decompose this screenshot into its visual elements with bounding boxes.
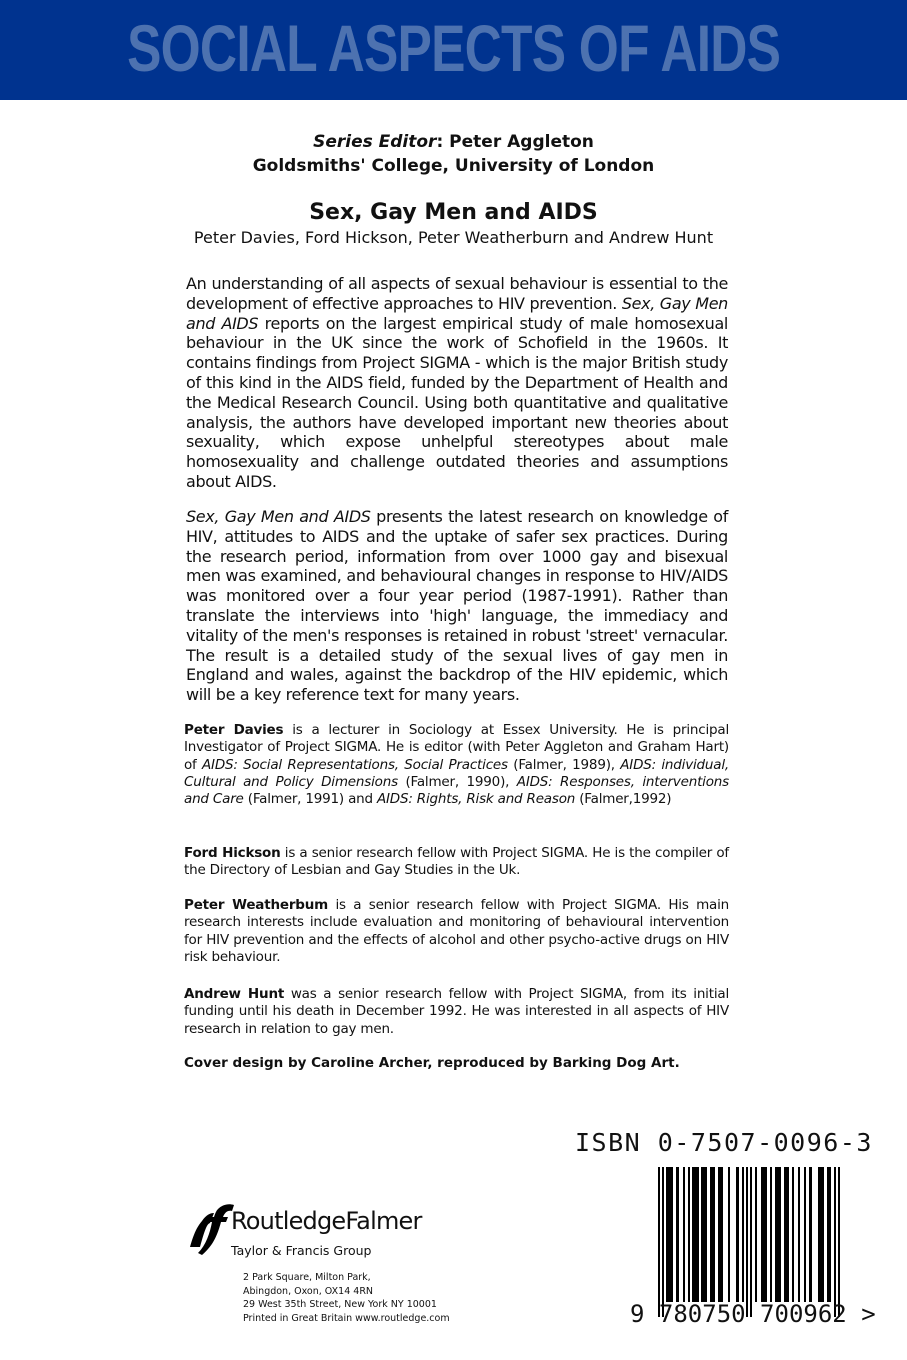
bio-text: (Falmer, 1990), — [397, 773, 517, 790]
book-title: Sex, Gay Men and AIDS — [309, 200, 598, 225]
address-line: 29 West 35th Street, New York NY 10001 — [243, 1299, 437, 1310]
blurb-text: An understanding of all aspects of sexual behaviour is essential to the development of effective approaches to HIV prevention. — [186, 274, 728, 313]
publisher-name: RoutledgeFalmer — [231, 1207, 422, 1235]
series-editor-name: : Peter Aggleton — [436, 132, 594, 152]
bio-peter-davies — [184, 722, 729, 808]
blurb-book-title: Sex, Gay Men and AIDS — [186, 507, 371, 526]
cover-design-credit: Cover design by Caroline Archer, reproduced by Barking Dog Art. — [184, 1055, 680, 1071]
bio-text: (Falmer, 1989), — [507, 756, 621, 773]
isbn-label: ISBN 0-7507-0096-3 — [575, 1128, 873, 1157]
bio-andrew-hunt — [184, 986, 729, 1038]
bio-text: was a senior research fellow with Project SIGMA, from its initial funding until his death in December 1992. He was interested in all aspects of HIV research in relation to gay men. — [184, 986, 729, 1037]
barcode-digits: 9 780750 700962 > — [630, 1300, 876, 1328]
bio-name: Peter Davies — [184, 722, 284, 738]
publisher-group: Taylor & Francis Group — [231, 1243, 372, 1258]
bio-work-title: AIDS: Responses, interventions and Care — [184, 773, 729, 808]
bio-work-title: AIDS: individual, Cultural and Policy Dimensions — [184, 756, 729, 790]
blurb-book-title: Sex, Gay Men and AIDS — [186, 293, 728, 333]
bio-name: Andrew Hunt — [184, 986, 285, 1002]
bio-text: is a lecturer in Sociology at Essex University. He is principal Investigator of Project SIGMA. He is editor (with Peter Aggleton and Graham Hart) of — [184, 722, 729, 773]
bio-work-title: AIDS: Social Representations, Social Practices — [202, 756, 508, 773]
bio-text: (Falmer, 1991) and — [243, 791, 377, 808]
bio-name: Ford Hickson — [184, 845, 281, 861]
blurb-paragraph-1 — [186, 274, 728, 492]
blurb-text: reports on the largest empirical study of male homosexual behaviour in the UK since the work of Schofield in the 1960s. It contains findings from Project SIGMA - which is the major British study of this kind in the AIDS field, funded by the Department of Health and the Medical Research Council. Using both quantitative and qualitative analysis, the authors have developed important new theories about sexuality, which expose unhelpful stereotypes about male homosexuality and challenge outdated theories and assumptions about AIDS. — [186, 313, 728, 491]
bio-ford-hickson — [184, 845, 729, 880]
address-line: Printed in Great Britain www.routledge.com — [243, 1312, 450, 1324]
bio-work-title: AIDS: Rights, Risk and Reason — [376, 791, 576, 808]
address-line: 2 Park Square, Milton Park, — [243, 1272, 371, 1283]
series-editor-block — [0, 130, 907, 178]
bio-text: is a senior research fellow with Project SIGMA. His main research interests include evaluation and monitoring of behavioural intervention for HIV prevention and the effects of alcohol and other psycho-active drugs on HIV risk behaviour. — [184, 897, 730, 965]
series-editor-label: Series Editor — [313, 132, 437, 152]
barcode-icon — [658, 1167, 843, 1317]
blurb-text: presents the latest research on knowledge of HIV, attitudes to AIDS and the uptake of safer sex practices. During the research period, information from over 1000 gay and bisexual men was examined, and behavioural changes in response to HIV/AIDS was monitored over a four year period (1987-1991). Rather than translate the interviews into 'high' language, the immediacy and vitality of the men's responses is retained in robust 'street' vernacular. The result is a detailed study of the sexual lives of gay men in England and wales, against the backdrop of the HIV epidemic, which will be a key reference text for many years. — [186, 507, 728, 705]
bio-peter-weatherburn — [184, 897, 729, 966]
series-title: SOCIAL ASPECTS OF AIDS — [126, 11, 781, 85]
bio-text: (Falmer,1992) — [575, 791, 672, 808]
series-banner — [0, 0, 907, 100]
series-editor-affiliation: Goldsmiths' College, University of London — [252, 156, 655, 176]
bio-text: is a senior research fellow with Project SIGMA. He is the compiler of the Directory of Lesbian and Gay Studies in the Uk. — [184, 845, 729, 879]
address-line: Abingdon, Oxon, OX14 4RN — [243, 1285, 374, 1297]
publisher-logo-icon — [188, 1203, 236, 1255]
book-authors: Peter Davies, Ford Hickson, Peter Weatherburn and Andrew Hunt — [193, 228, 714, 247]
publisher-address — [243, 1271, 450, 1325]
blurb-paragraph-2 — [186, 507, 728, 705]
bio-name: Peter Weatherbum — [184, 897, 329, 913]
